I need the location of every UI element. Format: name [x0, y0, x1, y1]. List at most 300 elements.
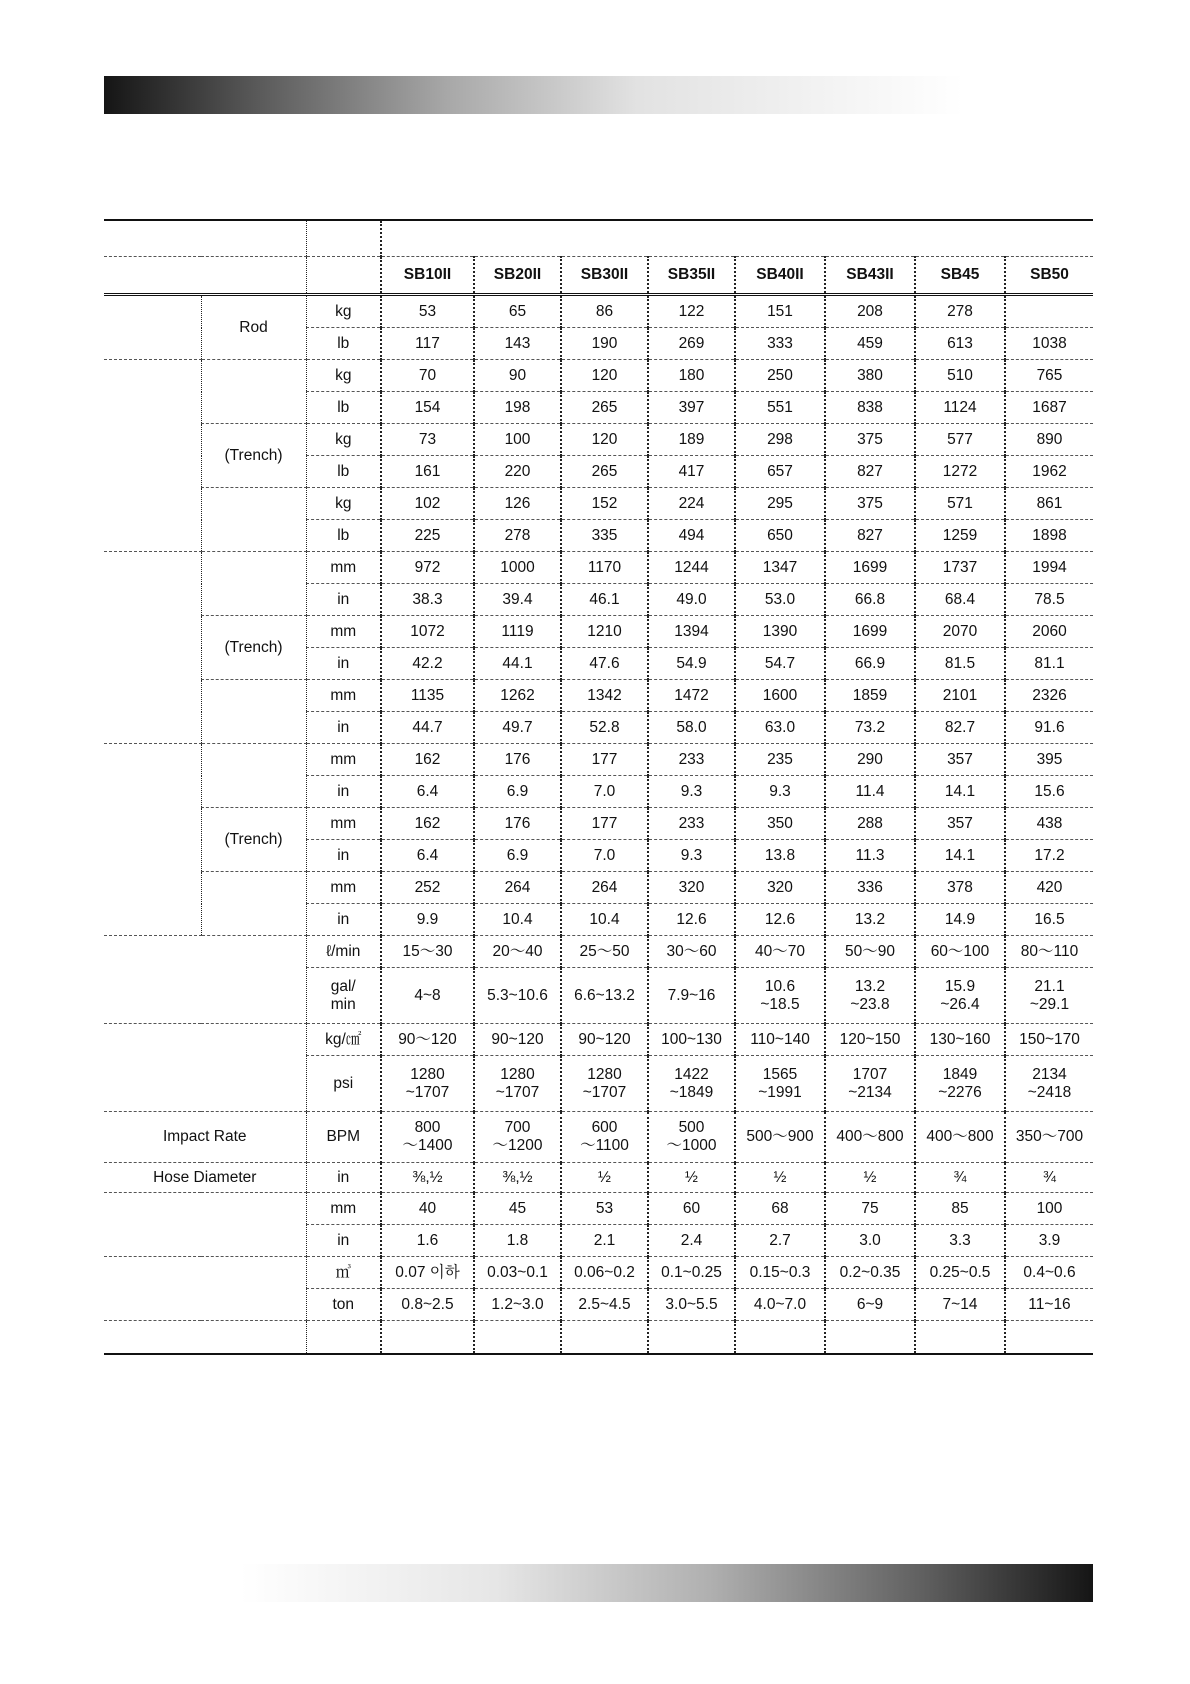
value-cell: 2.1 [561, 1225, 648, 1257]
value-cell: 378 [915, 872, 1005, 904]
value-cell: 1280 ~1707 [561, 1056, 648, 1112]
value-cell: 208 [825, 295, 915, 328]
value-cell: 7.9~16 [648, 968, 735, 1024]
value-cell: 2070 [915, 616, 1005, 648]
value-cell: 60 [648, 1193, 735, 1225]
table-row [104, 1257, 1093, 1289]
value-cell: 10.4 [474, 904, 561, 936]
value-cell: 233 [648, 744, 735, 776]
table-row [104, 1112, 1093, 1163]
unit-cell: in [306, 904, 381, 936]
value-cell: 2060 [1005, 616, 1093, 648]
table-row [104, 1193, 1093, 1225]
value-cell: 176 [474, 744, 561, 776]
value-cell: 264 [474, 872, 561, 904]
unit-cell: mm [306, 808, 381, 840]
blank-cell [825, 1321, 915, 1355]
value-cell: 420 [1005, 872, 1093, 904]
value-cell: 1422 ~1849 [648, 1056, 735, 1112]
value-cell: 91.6 [1005, 712, 1093, 744]
unit-cell: mm [306, 552, 381, 584]
blank-cell [381, 1321, 474, 1355]
value-cell: 265 [561, 456, 648, 488]
unit-cell: lb [306, 328, 381, 360]
value-cell: 1737 [915, 552, 1005, 584]
value-cell: 3.3 [915, 1225, 1005, 1257]
value-cell: 3.0 [825, 1225, 915, 1257]
value-cell: 890 [1005, 424, 1093, 456]
value-cell: 49.7 [474, 712, 561, 744]
table-row [104, 1163, 1093, 1193]
value-cell: 45 [474, 1193, 561, 1225]
row-label: (Trench) [201, 616, 306, 680]
value-cell: 510 [915, 360, 1005, 392]
table-row [104, 552, 1093, 584]
value-cell: 500～900 [735, 1112, 825, 1163]
value-cell: 252 [381, 872, 474, 904]
value-cell: 100 [474, 424, 561, 456]
value-cell: 120~150 [825, 1024, 915, 1056]
category-cell [104, 552, 201, 744]
model-header: SB50 [1005, 257, 1093, 295]
table-row [104, 295, 1093, 328]
value-cell: 6.9 [474, 840, 561, 872]
value-cell: 500 ～1000 [648, 1112, 735, 1163]
category-cell [104, 936, 306, 1024]
value-cell: 53.0 [735, 584, 825, 616]
value-cell: 0.07 이하 [381, 1257, 474, 1289]
value-cell: 80～110 [1005, 936, 1093, 968]
value-cell: ⅜,½ [381, 1163, 474, 1193]
value-cell: 1699 [825, 552, 915, 584]
table-row [104, 744, 1093, 776]
category-cell [104, 295, 201, 360]
value-cell: 0.8~2.5 [381, 1289, 474, 1321]
model-header: SB40II [735, 257, 825, 295]
blank-cell [648, 1321, 735, 1355]
value-cell: 650 [735, 520, 825, 552]
value-cell: 20～40 [474, 936, 561, 968]
value-cell: 320 [648, 872, 735, 904]
value-cell: 1849 ~2276 [915, 1056, 1005, 1112]
model-header: SB35II [648, 257, 735, 295]
spec-table [104, 219, 1093, 1355]
value-cell: 7.0 [561, 840, 648, 872]
value-cell: ½ [735, 1163, 825, 1193]
value-cell: 90～120 [381, 1024, 474, 1056]
value-cell: 11.3 [825, 840, 915, 872]
value-cell: 225 [381, 520, 474, 552]
value-cell: 1347 [735, 552, 825, 584]
value-cell: 58.0 [648, 712, 735, 744]
value-cell: 295 [735, 488, 825, 520]
table-row [104, 616, 1093, 648]
value-cell [1005, 295, 1093, 328]
value-cell: 177 [561, 744, 648, 776]
unit-cell: in [306, 1163, 381, 1193]
value-cell: ½ [648, 1163, 735, 1193]
value-cell: 700 ～1200 [474, 1112, 561, 1163]
table-row [104, 488, 1093, 520]
unit-cell: lb [306, 392, 381, 424]
value-cell: 375 [825, 424, 915, 456]
value-cell: 15.9 ~26.4 [915, 968, 1005, 1024]
value-cell: 2.7 [735, 1225, 825, 1257]
value-cell: 198 [474, 392, 561, 424]
blank-cell [915, 1321, 1005, 1355]
value-cell: 11.4 [825, 776, 915, 808]
value-cell: 30～60 [648, 936, 735, 968]
value-cell: 395 [1005, 744, 1093, 776]
value-cell: 53 [381, 295, 474, 328]
value-cell: 288 [825, 808, 915, 840]
blank-cell [1005, 1321, 1093, 1355]
row-label: Hose Diameter [104, 1163, 306, 1193]
unit-cell: kg [306, 488, 381, 520]
category-cell [201, 680, 306, 744]
category-cell [104, 360, 201, 552]
value-cell: 494 [648, 520, 735, 552]
category-cell [104, 1193, 306, 1257]
value-cell: 65 [474, 295, 561, 328]
value-cell: 190 [561, 328, 648, 360]
table-row [104, 936, 1093, 968]
value-cell: 120 [561, 360, 648, 392]
value-cell: 73.2 [825, 712, 915, 744]
category-cell [104, 1257, 306, 1321]
value-cell: 40～70 [735, 936, 825, 968]
value-cell: 54.7 [735, 648, 825, 680]
value-cell: 13.2 [825, 904, 915, 936]
value-cell: 320 [735, 872, 825, 904]
value-cell: 10.6 ~18.5 [735, 968, 825, 1024]
value-cell: 357 [915, 744, 1005, 776]
value-cell: 375 [825, 488, 915, 520]
value-cell: 3.9 [1005, 1225, 1093, 1257]
value-cell: 14.1 [915, 840, 1005, 872]
value-cell: 1135 [381, 680, 474, 712]
value-cell: 657 [735, 456, 825, 488]
unit-cell: in [306, 648, 381, 680]
value-cell: 551 [735, 392, 825, 424]
value-cell: 14.9 [915, 904, 1005, 936]
value-cell: 1390 [735, 616, 825, 648]
table-row [104, 1024, 1093, 1056]
value-cell: 86 [561, 295, 648, 328]
value-cell: 53 [561, 1193, 648, 1225]
value-cell: 9.9 [381, 904, 474, 936]
value-cell: 151 [735, 295, 825, 328]
value-cell: 1994 [1005, 552, 1093, 584]
value-cell: 75 [825, 1193, 915, 1225]
value-cell: 122 [648, 295, 735, 328]
value-cell: 9.3 [648, 840, 735, 872]
value-cell: 972 [381, 552, 474, 584]
value-cell: 70 [381, 360, 474, 392]
value-cell: 1472 [648, 680, 735, 712]
value-cell: 11~16 [1005, 1289, 1093, 1321]
value-cell: 400～800 [825, 1112, 915, 1163]
value-cell: 335 [561, 520, 648, 552]
value-cell: 1394 [648, 616, 735, 648]
value-cell: 233 [648, 808, 735, 840]
category-cell [201, 552, 306, 616]
value-cell: ¾ [1005, 1163, 1093, 1193]
value-cell: 38.3 [381, 584, 474, 616]
value-cell: 44.1 [474, 648, 561, 680]
value-cell: 161 [381, 456, 474, 488]
table-row [104, 680, 1093, 712]
unit-cell: in [306, 840, 381, 872]
value-cell: 9.3 [648, 776, 735, 808]
value-cell: 380 [825, 360, 915, 392]
table-row [104, 872, 1093, 904]
value-cell: 1.8 [474, 1225, 561, 1257]
value-cell: 357 [915, 808, 1005, 840]
value-cell: 1342 [561, 680, 648, 712]
value-cell: 827 [825, 456, 915, 488]
blank-cell [306, 220, 381, 257]
value-cell: 6~9 [825, 1289, 915, 1321]
unit-cell: mm [306, 680, 381, 712]
value-cell: 16.5 [1005, 904, 1093, 936]
unit-cell: kg [306, 295, 381, 328]
value-cell: 15～30 [381, 936, 474, 968]
value-cell: 180 [648, 360, 735, 392]
value-cell: 12.6 [735, 904, 825, 936]
unit-cell: mm [306, 872, 381, 904]
spec-table-body [104, 220, 1093, 1354]
unit-cell: in [306, 584, 381, 616]
value-cell: 298 [735, 424, 825, 456]
value-cell: 613 [915, 328, 1005, 360]
model-header: SB30II [561, 257, 648, 295]
blank-cell [381, 220, 1093, 257]
unit-cell: in [306, 776, 381, 808]
value-cell: 571 [915, 488, 1005, 520]
value-cell: 82.7 [915, 712, 1005, 744]
blank-cell [735, 1321, 825, 1355]
value-cell: 5.3~10.6 [474, 968, 561, 1024]
value-cell: 10.4 [561, 904, 648, 936]
value-cell: 264 [561, 872, 648, 904]
value-cell: 269 [648, 328, 735, 360]
value-cell: 49.0 [648, 584, 735, 616]
value-cell: 0.1~0.25 [648, 1257, 735, 1289]
value-cell: 50～90 [825, 936, 915, 968]
value-cell: 336 [825, 872, 915, 904]
value-cell: 40 [381, 1193, 474, 1225]
value-cell: 100 [1005, 1193, 1093, 1225]
value-cell: 1687 [1005, 392, 1093, 424]
value-cell: 838 [825, 392, 915, 424]
value-cell: 2134 ~2418 [1005, 1056, 1093, 1112]
table-row [104, 360, 1093, 392]
unit-cell: in [306, 712, 381, 744]
value-cell: 15.6 [1005, 776, 1093, 808]
value-cell: 0.25~0.5 [915, 1257, 1005, 1289]
row-label: (Trench) [201, 808, 306, 872]
value-cell: 350～700 [1005, 1112, 1093, 1163]
value-cell: ¾ [915, 1163, 1005, 1193]
category-cell [201, 360, 306, 424]
value-cell: 1170 [561, 552, 648, 584]
value-cell: 130~160 [915, 1024, 1005, 1056]
value-cell: 81.5 [915, 648, 1005, 680]
blank-cell [104, 220, 306, 257]
unit-cell: gal/ min [306, 968, 381, 1024]
value-cell: 1565 ~1991 [735, 1056, 825, 1112]
unit-cell: mm [306, 1193, 381, 1225]
value-cell: 1072 [381, 616, 474, 648]
value-cell: 100~130 [648, 1024, 735, 1056]
row-label: (Trench) [201, 424, 306, 488]
category-cell [201, 488, 306, 552]
value-cell: 44.7 [381, 712, 474, 744]
value-cell: 1000 [474, 552, 561, 584]
unit-cell: kg [306, 424, 381, 456]
value-cell: 1272 [915, 456, 1005, 488]
value-cell: 220 [474, 456, 561, 488]
value-cell: 17.2 [1005, 840, 1093, 872]
value-cell: 152 [561, 488, 648, 520]
value-cell: 42.2 [381, 648, 474, 680]
value-cell: 90~120 [561, 1024, 648, 1056]
value-cell: 110~140 [735, 1024, 825, 1056]
value-cell: 126 [474, 488, 561, 520]
value-cell: ½ [561, 1163, 648, 1193]
unit-cell: BPM [306, 1112, 381, 1163]
blank-cell [306, 257, 381, 295]
value-cell: 1699 [825, 616, 915, 648]
value-cell: 0.4~0.6 [1005, 1257, 1093, 1289]
value-cell: 438 [1005, 808, 1093, 840]
unit-cell: mm [306, 616, 381, 648]
value-cell: 6.9 [474, 776, 561, 808]
value-cell: 827 [825, 520, 915, 552]
value-cell: 14.1 [915, 776, 1005, 808]
row-label: Rod [201, 295, 306, 360]
value-cell: ⅜,½ [474, 1163, 561, 1193]
value-cell: 861 [1005, 488, 1093, 520]
unit-cell: ℓ/min [306, 936, 381, 968]
value-cell: 189 [648, 424, 735, 456]
value-cell: 81.1 [1005, 648, 1093, 680]
unit-cell: ton [306, 1289, 381, 1321]
value-cell: 78.5 [1005, 584, 1093, 616]
blank-cell [104, 257, 306, 295]
value-cell: 162 [381, 808, 474, 840]
value-cell: 1259 [915, 520, 1005, 552]
table-header-row [104, 257, 1093, 295]
value-cell: 235 [735, 744, 825, 776]
value-cell: 176 [474, 808, 561, 840]
value-cell: 4.0~7.0 [735, 1289, 825, 1321]
value-cell: 73 [381, 424, 474, 456]
value-cell: 1244 [648, 552, 735, 584]
value-cell: 265 [561, 392, 648, 424]
model-header: SB45 [915, 257, 1005, 295]
blank-cell [104, 1321, 306, 1355]
value-cell: 765 [1005, 360, 1093, 392]
value-cell: 4~8 [381, 968, 474, 1024]
value-cell: 102 [381, 488, 474, 520]
value-cell: 290 [825, 744, 915, 776]
value-cell: 6.4 [381, 840, 474, 872]
value-cell: 39.4 [474, 584, 561, 616]
unit-cell: lb [306, 456, 381, 488]
value-cell: 278 [915, 295, 1005, 328]
value-cell: 1600 [735, 680, 825, 712]
value-cell: 278 [474, 520, 561, 552]
value-cell: 90 [474, 360, 561, 392]
table-top-row [104, 220, 1093, 257]
value-cell: 1898 [1005, 520, 1093, 552]
value-cell: 1262 [474, 680, 561, 712]
value-cell: 417 [648, 456, 735, 488]
value-cell: 2.5~4.5 [561, 1289, 648, 1321]
value-cell: 250 [735, 360, 825, 392]
value-cell: 66.8 [825, 584, 915, 616]
value-cell: 6.4 [381, 776, 474, 808]
value-cell: 66.9 [825, 648, 915, 680]
value-cell: 162 [381, 744, 474, 776]
value-cell: 1280 ~1707 [381, 1056, 474, 1112]
value-cell: 177 [561, 808, 648, 840]
category-cell [104, 1024, 306, 1112]
value-cell: 47.6 [561, 648, 648, 680]
value-cell: 90~120 [474, 1024, 561, 1056]
value-cell: 46.1 [561, 584, 648, 616]
value-cell: 1.2~3.0 [474, 1289, 561, 1321]
value-cell: 0.03~0.1 [474, 1257, 561, 1289]
blank-cell [474, 1321, 561, 1355]
value-cell: 1124 [915, 392, 1005, 424]
value-cell: 0.15~0.3 [735, 1257, 825, 1289]
value-cell: 1859 [825, 680, 915, 712]
value-cell: 154 [381, 392, 474, 424]
category-cell [201, 744, 306, 808]
value-cell: 350 [735, 808, 825, 840]
value-cell: 0.06~0.2 [561, 1257, 648, 1289]
value-cell: 3.0~5.5 [648, 1289, 735, 1321]
value-cell: 600 ～1100 [561, 1112, 648, 1163]
value-cell: 459 [825, 328, 915, 360]
value-cell: 1.6 [381, 1225, 474, 1257]
value-cell: 800 ～1400 [381, 1112, 474, 1163]
value-cell: 1280 ~1707 [474, 1056, 561, 1112]
value-cell: 2101 [915, 680, 1005, 712]
value-cell: 63.0 [735, 712, 825, 744]
value-cell: 577 [915, 424, 1005, 456]
model-header: SB20II [474, 257, 561, 295]
value-cell: 143 [474, 328, 561, 360]
unit-cell: psi [306, 1056, 381, 1112]
value-cell: 1119 [474, 616, 561, 648]
value-cell: 120 [561, 424, 648, 456]
value-cell: 397 [648, 392, 735, 424]
table-row [104, 808, 1093, 840]
value-cell: 0.2~0.35 [825, 1257, 915, 1289]
value-cell: 150~170 [1005, 1024, 1093, 1056]
value-cell: 85 [915, 1193, 1005, 1225]
value-cell: 12.6 [648, 904, 735, 936]
category-cell [104, 744, 201, 936]
value-cell: 2326 [1005, 680, 1093, 712]
value-cell: 400～800 [915, 1112, 1005, 1163]
table-bottom-row [104, 1321, 1093, 1355]
blank-cell [306, 1321, 381, 1355]
